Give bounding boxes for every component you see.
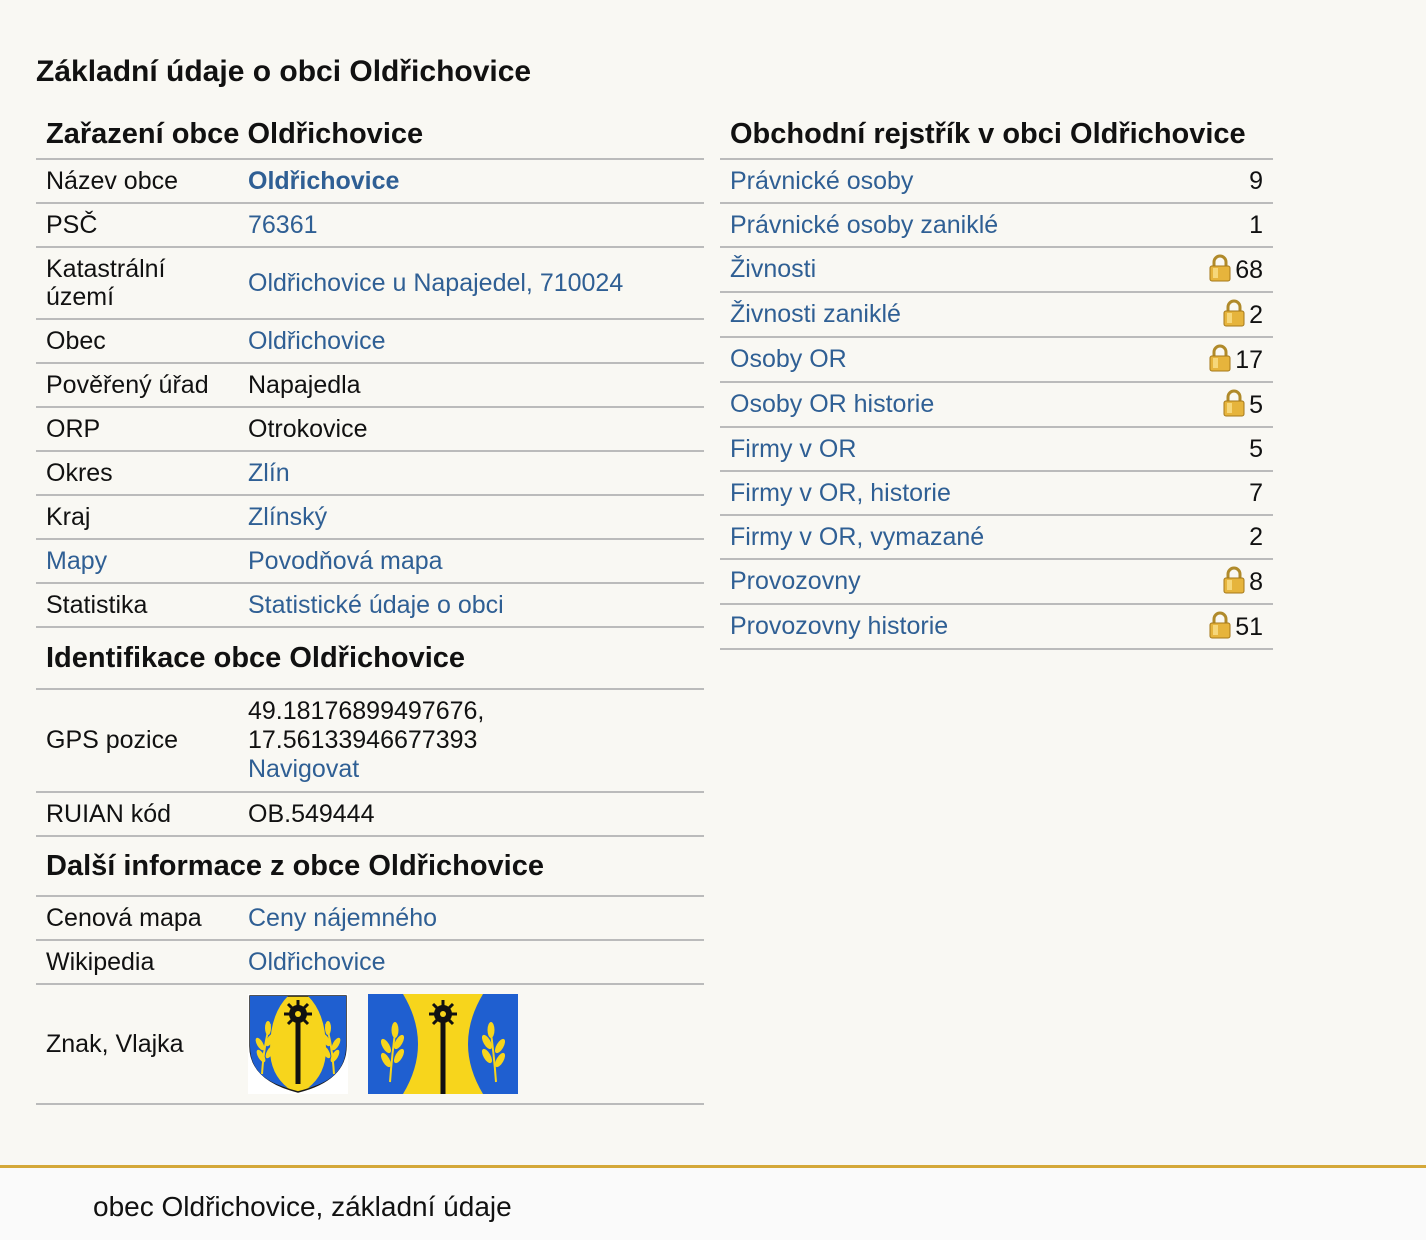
table-row xyxy=(720,471,1273,515)
provozovny-historie-link[interactable]: Provozovny historie xyxy=(730,612,949,640)
navigovat-link[interactable]: Navigovat xyxy=(248,755,360,783)
povereny-urad-value: Napajedla xyxy=(238,363,704,407)
zarazeni-heading: Zařazení obce Oldřichovice xyxy=(36,110,704,160)
row-label: Obec xyxy=(36,319,238,363)
right-column xyxy=(720,110,1273,650)
table-row xyxy=(36,319,704,363)
provozovny-count: 8 xyxy=(1249,568,1263,596)
table-row xyxy=(720,559,1273,604)
nazev-obce-link[interactable]: Oldřichovice xyxy=(248,166,400,195)
gps-latitude: 49.18176899497676, xyxy=(248,697,485,725)
ruian-value: OB.549444 xyxy=(238,792,704,836)
table-row xyxy=(36,451,704,495)
table-row xyxy=(720,382,1273,427)
pravnicke-osoby-zanikle-count: 1 xyxy=(1143,203,1273,247)
table-row xyxy=(36,247,704,319)
ruian-label: RUIAN kód xyxy=(36,792,238,836)
povodnova-mapa-link[interactable]: Povodňová mapa xyxy=(248,546,443,575)
row-label: Katastrální území xyxy=(36,247,238,319)
katastralni-uzemi-link[interactable]: Oldřichovice u Napajedel, 710024 xyxy=(248,268,624,297)
identifikace-table xyxy=(36,690,704,837)
row-label: Kraj xyxy=(36,495,238,539)
table-row xyxy=(720,247,1273,292)
table-row xyxy=(36,897,704,940)
zivnosti-zanikle-count: 2 xyxy=(1249,301,1263,329)
osoby-or-historie-count: 5 xyxy=(1249,391,1263,419)
pravnicke-osoby-zanikle-link[interactable]: Právnické osoby zaniklé xyxy=(730,210,999,239)
rejstrik-heading: Obchodní rejstřík v obci Oldřichovice xyxy=(720,110,1273,160)
firmy-v-or-historie-count: 7 xyxy=(1143,471,1273,515)
page-title: Základní údaje o obci Oldřichovice xyxy=(36,55,532,88)
table-row xyxy=(36,792,704,836)
coat-of-arms-icon[interactable] xyxy=(248,994,348,1094)
table-row xyxy=(720,203,1273,247)
identifikace-heading: Identifikace obce Oldřichovice xyxy=(36,628,704,690)
provozovny-historie-count: 51 xyxy=(1235,613,1263,641)
wikipedia-label: Wikipedia xyxy=(36,940,238,984)
firmy-v-or-vymazane-link[interactable]: Firmy v OR, vymazané xyxy=(730,522,985,551)
lock-icon xyxy=(1223,566,1245,594)
left-column xyxy=(36,110,704,1105)
zivnosti-zanikle-link[interactable]: Živnosti zaniklé xyxy=(730,300,901,328)
table-row xyxy=(36,583,704,627)
mapy-link[interactable]: Mapy xyxy=(46,546,108,575)
table-row xyxy=(36,984,704,1104)
table-row xyxy=(36,539,704,583)
ceny-najemneho-link[interactable]: Ceny nájemného xyxy=(248,903,438,932)
dalsi-table xyxy=(36,897,704,1105)
row-label: Pověřený úřad xyxy=(36,363,238,407)
zivnosti-count: 68 xyxy=(1235,256,1263,284)
table-row xyxy=(720,160,1273,203)
rejstrik-table xyxy=(720,160,1273,650)
pravnicke-osoby-link[interactable]: Právnické osoby xyxy=(730,166,914,195)
orp-value: Otrokovice xyxy=(238,407,704,451)
table-row xyxy=(720,604,1273,649)
kraj-link[interactable]: Zlínský xyxy=(248,502,328,531)
provozovny-link[interactable]: Provozovny xyxy=(730,567,861,595)
lock-icon xyxy=(1209,611,1231,639)
table-row xyxy=(36,203,704,247)
table-row xyxy=(36,160,704,203)
table-row xyxy=(36,495,704,539)
lock-icon xyxy=(1223,389,1245,417)
pravnicke-osoby-count: 9 xyxy=(1143,160,1273,203)
row-label: Název obce xyxy=(36,160,238,203)
row-label: Statistika xyxy=(36,583,238,627)
table-row xyxy=(720,515,1273,559)
footer-text: obec Oldřichovice, základní údaje xyxy=(93,1191,512,1222)
table-row xyxy=(720,337,1273,382)
firmy-v-or-link[interactable]: Firmy v OR xyxy=(730,434,857,463)
table-row xyxy=(36,363,704,407)
row-label: Okres xyxy=(36,451,238,495)
firmy-v-or-vymazane-count: 2 xyxy=(1143,515,1273,559)
table-row xyxy=(36,407,704,451)
lock-icon xyxy=(1223,299,1245,327)
cenova-mapa-label: Cenová mapa xyxy=(36,897,238,940)
firmy-v-or-count: 5 xyxy=(1143,427,1273,471)
gps-longitude: 17.56133946677393 xyxy=(248,726,478,754)
lock-icon xyxy=(1209,254,1231,282)
psc-link[interactable]: 76361 xyxy=(248,210,318,239)
zarazeni-table xyxy=(36,160,704,628)
flag-icon[interactable] xyxy=(368,994,518,1094)
row-label: ORP xyxy=(36,407,238,451)
znak-vlajka-label: Znak, Vlajka xyxy=(36,984,238,1104)
statistika-link[interactable]: Statistické údaje o obci xyxy=(248,590,504,619)
lock-icon xyxy=(1209,344,1231,372)
osoby-or-link[interactable]: Osoby OR xyxy=(730,345,847,373)
firmy-v-or-historie-link[interactable]: Firmy v OR, historie xyxy=(730,478,951,507)
osoby-or-count: 17 xyxy=(1235,346,1263,374)
emblems xyxy=(248,994,694,1094)
table-row xyxy=(36,690,704,792)
table-row xyxy=(720,292,1273,337)
obec-link[interactable]: Oldřichovice xyxy=(248,326,386,355)
okres-link[interactable]: Zlín xyxy=(248,458,290,487)
gps-label: GPS pozice xyxy=(36,690,238,792)
dalsi-heading: Další informace z obce Oldřichovice xyxy=(36,837,704,897)
wikipedia-link[interactable]: Oldřichovice xyxy=(248,947,386,976)
row-label: PSČ xyxy=(36,203,238,247)
zivnosti-link[interactable]: Živnosti xyxy=(730,255,817,283)
table-row xyxy=(720,427,1273,471)
osoby-or-historie-link[interactable]: Osoby OR historie xyxy=(730,390,935,418)
table-row xyxy=(36,940,704,984)
